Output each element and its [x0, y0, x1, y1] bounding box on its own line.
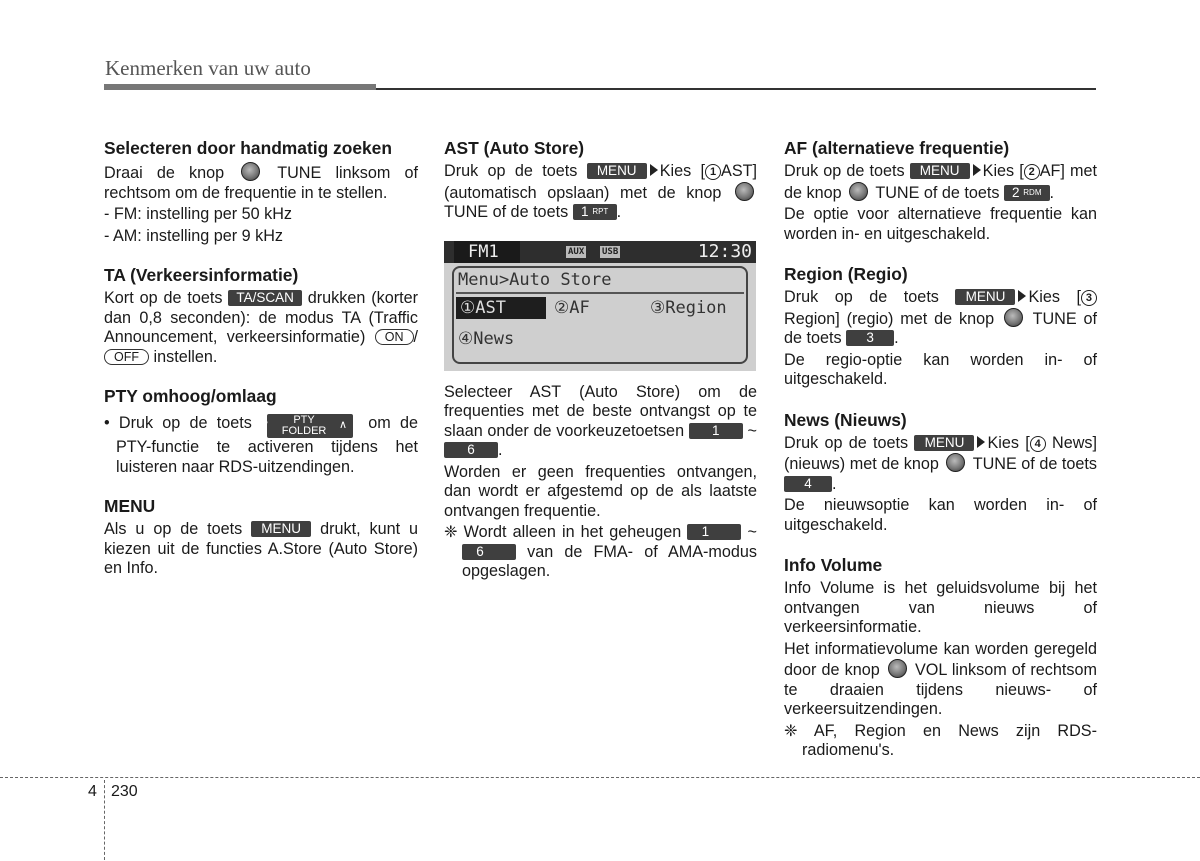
section-title-news: News (Nieuws): [784, 409, 907, 430]
text: ~: [747, 523, 757, 541]
text: VOL linksom of rechtsom te draaien tijdens nieuws- of verkeersuitzendingen.: [784, 661, 1097, 718]
paragraph-no-frequencies: Worden er geen frequenties ontvangen, dan wordt er afgestemd op de als laatste ontvangen frequentie.: [444, 462, 757, 520]
arrow-right-icon: [973, 164, 981, 176]
key-sublabel: RDM: [1023, 187, 1042, 197]
section-title-info-volume: Info Volume: [784, 555, 883, 575]
text: AST] (automatisch opslaan) met de knop: [444, 162, 758, 202]
text: /: [413, 328, 418, 346]
text: .: [498, 441, 503, 459]
paragraph-af-toggle: De optie voor alternatieve frequentie kan worden in- en uitgeschakeld.: [784, 205, 1097, 243]
band-indicator: FM1: [454, 241, 520, 263]
section-title-manual-search: Selecteren door handmatig zoeken: [104, 138, 392, 158]
pty-folder-key: ∨ PTY FOLDER ∧: [267, 414, 353, 438]
text: ~: [747, 421, 758, 440]
menu-key: MENU: [914, 435, 974, 451]
section-title-region: Region (Regio): [784, 264, 908, 284]
text: Kies [: [982, 162, 1024, 180]
circled-number: 3: [1081, 290, 1097, 306]
column-left: [104, 138, 418, 581]
text: TUNE of de toets: [875, 183, 1000, 202]
paragraph-ast-select: [444, 383, 757, 461]
text: TUNE of de toets: [972, 455, 1097, 473]
menu-key: MENU: [955, 289, 1015, 305]
text: • Druk op de toets: [104, 414, 252, 432]
preset-key-1-rpt: [573, 204, 617, 220]
section-title-pty: PTY omhoog/omlaag: [104, 386, 277, 406]
text: .: [832, 474, 837, 493]
vol-knob-icon: [888, 659, 907, 678]
section-number: 4: [88, 783, 97, 800]
text: Selecteer AST (Auto Store) om de frequenties met de beste ontvangst op te slaan onder de voorkeuzetoetsen: [444, 382, 757, 440]
clock: 12:30: [697, 240, 752, 262]
arrow-right-icon: [1018, 290, 1026, 302]
paragraph-news: [784, 434, 1097, 495]
footer-divider: [0, 777, 1200, 778]
text: Druk op de toets: [784, 288, 939, 306]
circled-number: 4: [1030, 436, 1046, 452]
tune-knob-icon: [241, 162, 260, 181]
text: van de FMA- of AMA-modus opgeslagen.: [462, 542, 757, 580]
text: Kies [: [1028, 288, 1081, 306]
text: Kort op de toets: [104, 289, 223, 307]
text: Het informatievolume kan worden geregeld door de knop: [784, 639, 1097, 679]
text: drukt, kunt u kiezen uit de functies A.Store (Auto Store) en Info.: [104, 520, 419, 577]
paragraph-info-volume-control: [784, 640, 1097, 720]
text: AF] met de knop: [784, 162, 1097, 202]
menu-title: Menu>Auto Store: [458, 269, 612, 290]
preset-key-2-rdm: [1004, 185, 1050, 201]
text: Als u op de toets: [104, 520, 243, 538]
paragraph-news-toggle: De nieuwsoptie kan worden in- of uitgeschakeld.: [784, 496, 1097, 534]
radio-display-screen: [444, 241, 756, 371]
tune-knob-icon: [735, 182, 754, 201]
pty-label: PTY: [293, 414, 315, 426]
menu-option-news: ④News: [458, 328, 515, 349]
section-title-menu: MENU: [104, 496, 156, 516]
key-number: 1: [581, 204, 589, 219]
note-rds: ❈ AF, Region en News zijn RDS-radiomenu's.: [784, 721, 1097, 759]
text: Druk op de toets: [444, 162, 578, 180]
key-number: 2: [1012, 184, 1020, 200]
header-rule-thin: [376, 88, 1096, 90]
text: News] (nieuws) met de knop: [784, 433, 1098, 473]
tune-knob-icon: [946, 453, 965, 472]
text: TUNE linksom of rechtsom om de frequentie in te stellen.: [104, 164, 418, 202]
menu-key: MENU: [587, 163, 647, 179]
text: Kies [: [987, 433, 1030, 452]
paragraph-region-toggle: De regio-optie kan worden in- of uitgeschakeld.: [784, 350, 1097, 388]
circled-number: 2: [1024, 164, 1040, 180]
tune-knob-icon: [849, 182, 868, 201]
paragraph-manual-search: [104, 162, 418, 203]
text: drukken (korter dan 0,8 seconden): de modus TA (Traffic Announcement, verkeersinformatie): [104, 289, 418, 346]
menu-key: MENU: [910, 163, 970, 179]
usb-indicator: USB: [602, 246, 619, 257]
column-right: [784, 138, 1097, 763]
ta-scan-key: TA/SCAN: [228, 290, 302, 306]
menu-option-ast: ①AST: [456, 297, 546, 319]
preset-key-1: 1: [689, 423, 743, 439]
preset-key-6: 6: [462, 544, 516, 560]
text: .: [616, 203, 622, 221]
arrow-right-icon: [977, 436, 985, 448]
off-key: OFF: [104, 349, 149, 365]
paragraph-af: [784, 162, 1097, 203]
paragraph-ast: [444, 162, 757, 223]
text: ❈ Wordt alleen in het geheugen: [444, 523, 682, 541]
menu-key: MENU: [251, 521, 311, 537]
paragraph-ta: [104, 289, 418, 367]
text: Kies [: [659, 162, 706, 180]
section-title-ta: TA (Verkeersinformatie): [104, 265, 299, 285]
footer-vertical-divider: [104, 780, 105, 860]
fm-step-text: - FM: instelling per 50 kHz: [104, 205, 293, 223]
column-middle: [444, 138, 757, 584]
menu-option-region: ③Region: [650, 297, 727, 318]
circled-number: 1: [705, 164, 721, 180]
folder-label: FOLDER: [281, 425, 327, 437]
key-sublabel: RPT: [592, 207, 609, 216]
header-title: Kenmerken van uw auto: [105, 56, 311, 80]
tune-knob-icon: [1004, 308, 1023, 327]
text: TUNE of de toets: [444, 203, 569, 221]
note-memory: [444, 523, 757, 582]
text: .: [894, 329, 899, 347]
menu-option-af: ②AF: [554, 297, 590, 318]
preset-key-6: 6: [444, 442, 498, 458]
on-key: ON: [375, 329, 414, 345]
text: instellen.: [153, 347, 218, 366]
paragraph-pty: [104, 414, 418, 477]
text: Draai de knop: [104, 164, 225, 182]
preset-key-4: 4: [784, 476, 832, 492]
text: TUNE of de toets: [784, 309, 1097, 347]
preset-key-3: 3: [846, 330, 894, 346]
section-title-ast: AST (Auto Store): [444, 138, 585, 158]
aux-indicator: AUX: [568, 246, 585, 257]
text: Druk op de toets: [784, 433, 909, 452]
paragraph-info-volume: Info Volume is het geluidsvolume bij het ontvangen van nieuws of verkeersinformatie.: [784, 579, 1097, 636]
text: Region] (regio) met de knop: [784, 309, 995, 328]
page-number: 230: [111, 783, 138, 800]
arrow-right-icon: [650, 164, 658, 176]
menu-divider: [456, 292, 744, 294]
paragraph-menu: [104, 520, 418, 579]
header-rule-thick: [104, 84, 376, 90]
paragraph-region: [784, 288, 1097, 349]
text: om de PTY-functie te activeren tijdens het luisteren naar RDS-uitzendingen.: [116, 414, 418, 476]
preset-key-1: 1: [687, 524, 741, 540]
section-title-af: AF (alternatieve frequentie): [784, 138, 1010, 158]
text: .: [1049, 183, 1054, 202]
text: Druk op de toets: [784, 162, 905, 180]
am-step-text: - AM: instelling per 9 kHz: [104, 226, 284, 245]
menu-panel: [452, 266, 748, 364]
